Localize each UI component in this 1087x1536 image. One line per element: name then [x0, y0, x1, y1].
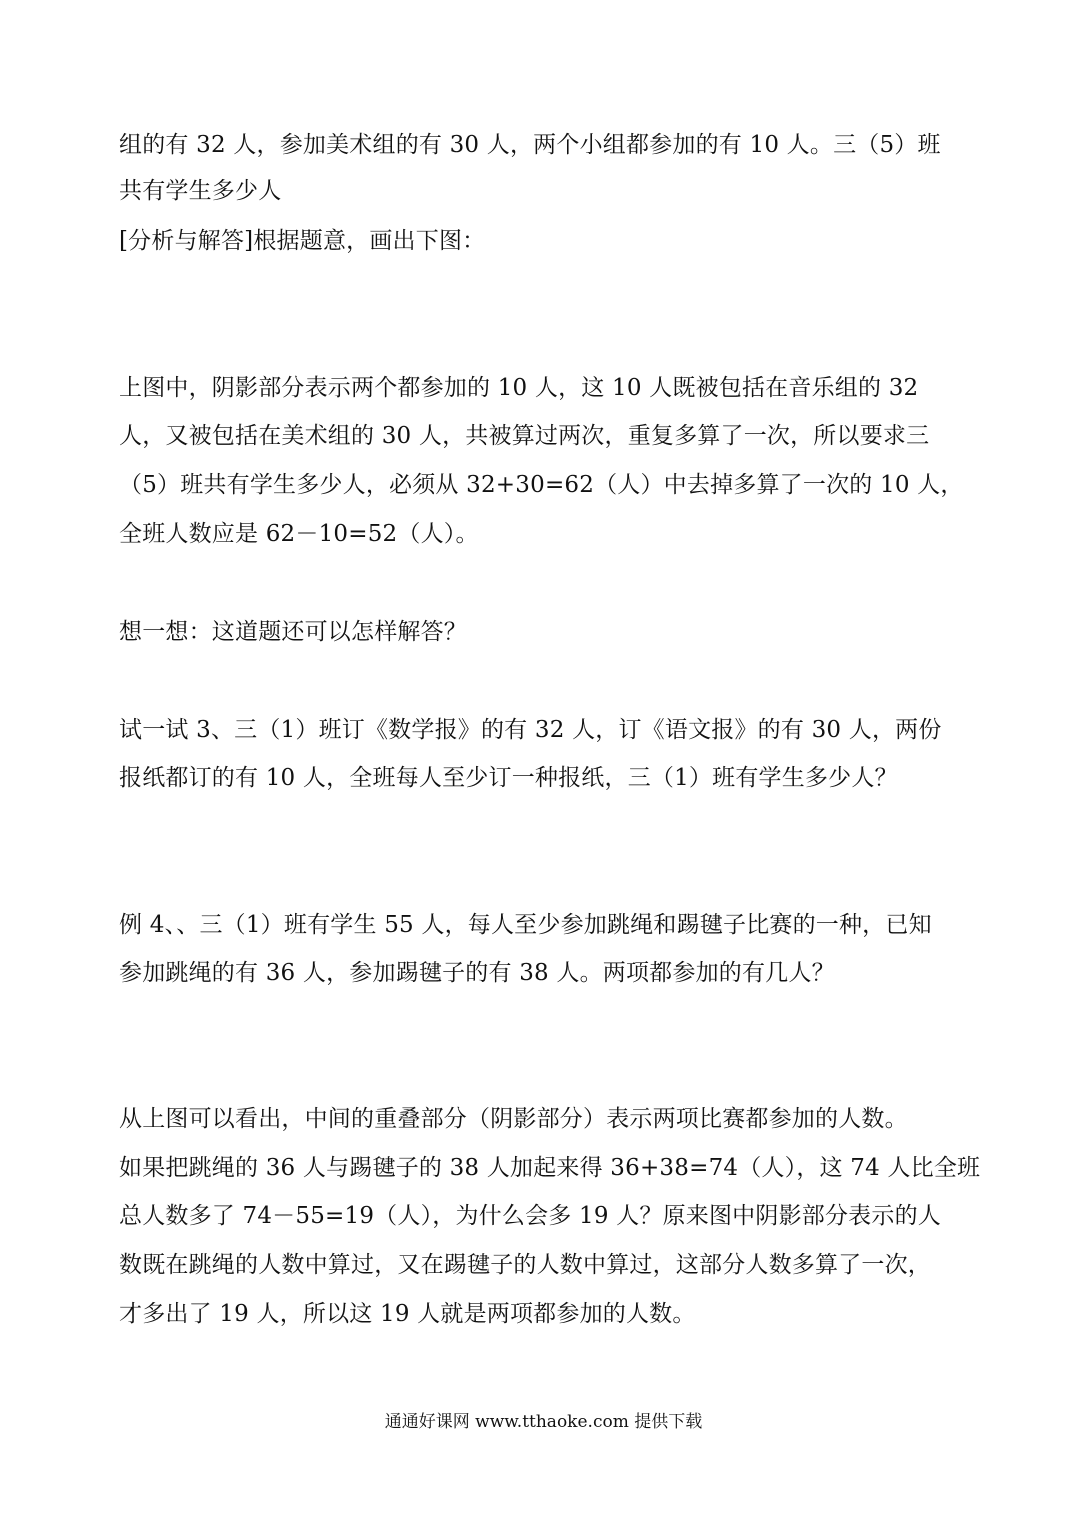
paragraph-line: 才多出了 19 人，所以这 19 人就是两项都参加的人数。: [119, 1301, 696, 1327]
paragraph-line: 如果把跳绳的 36 人与踢毽子的 38 人加起来得 36+38=74（人），这 74 人比全班: [119, 1155, 981, 1181]
paragraph-line: 全班人数应是 62－10=52（人）。: [119, 521, 479, 547]
analysis-heading: [分析与解答]根据题意，画出下图：: [119, 228, 486, 254]
example-line: 参加跳绳的有 36 人，参加踢毽子的有 38 人。两项都参加的有几人？: [119, 960, 835, 986]
paragraph-line: 共有学生多少人: [119, 178, 282, 204]
exercise-line: 报纸都订的有 10 人，全班每人至少订一种报纸，三（1）班有学生多少人？: [119, 765, 898, 791]
example-line: 例 4、、三（1）班有学生 55 人，每人至少参加跳绳和踢毽子比赛的一种，已知: [119, 912, 932, 938]
exercise-line: 试一试 3、三（1）班订《数学报》的有 32 人，订《语文报》的有 30 人，两份: [119, 717, 942, 743]
page-footer: 通通好课网 www.tthaoke.com 提供下载: [384, 1412, 703, 1432]
paragraph-line: 上图中，阴影部分表示两个都参加的 10 人，这 10 人既被包括在音乐组的 32: [119, 375, 919, 401]
think-prompt: 想一想：这道题还可以怎样解答？: [119, 619, 467, 645]
paragraph-line: 组的有 32 人，参加美术组的有 30 人，两个小组都参加的有 10 人。三（5）班: [119, 132, 941, 158]
paragraph-line: 人，又被包括在美术组的 30 人，共被算过两次，重复多算了一次，所以要求三: [119, 423, 930, 449]
paragraph-line: 总人数多了 74－55=19（人），为什么会多 19 人？原来图中阴影部分表示的人: [119, 1203, 941, 1229]
paragraph-line: 数既在跳绳的人数中算过，又在踢毽子的人数中算过，这部分人数多算了一次，: [119, 1252, 931, 1278]
paragraph-line: （5）班共有学生多少人，必须从 32+30=62（人）中去掉多算了一次的 10 人，: [119, 472, 964, 498]
paragraph-line: 从上图可以看出，中间的重叠部分（阴影部分）表示两项比赛都参加的人数。: [119, 1106, 908, 1132]
